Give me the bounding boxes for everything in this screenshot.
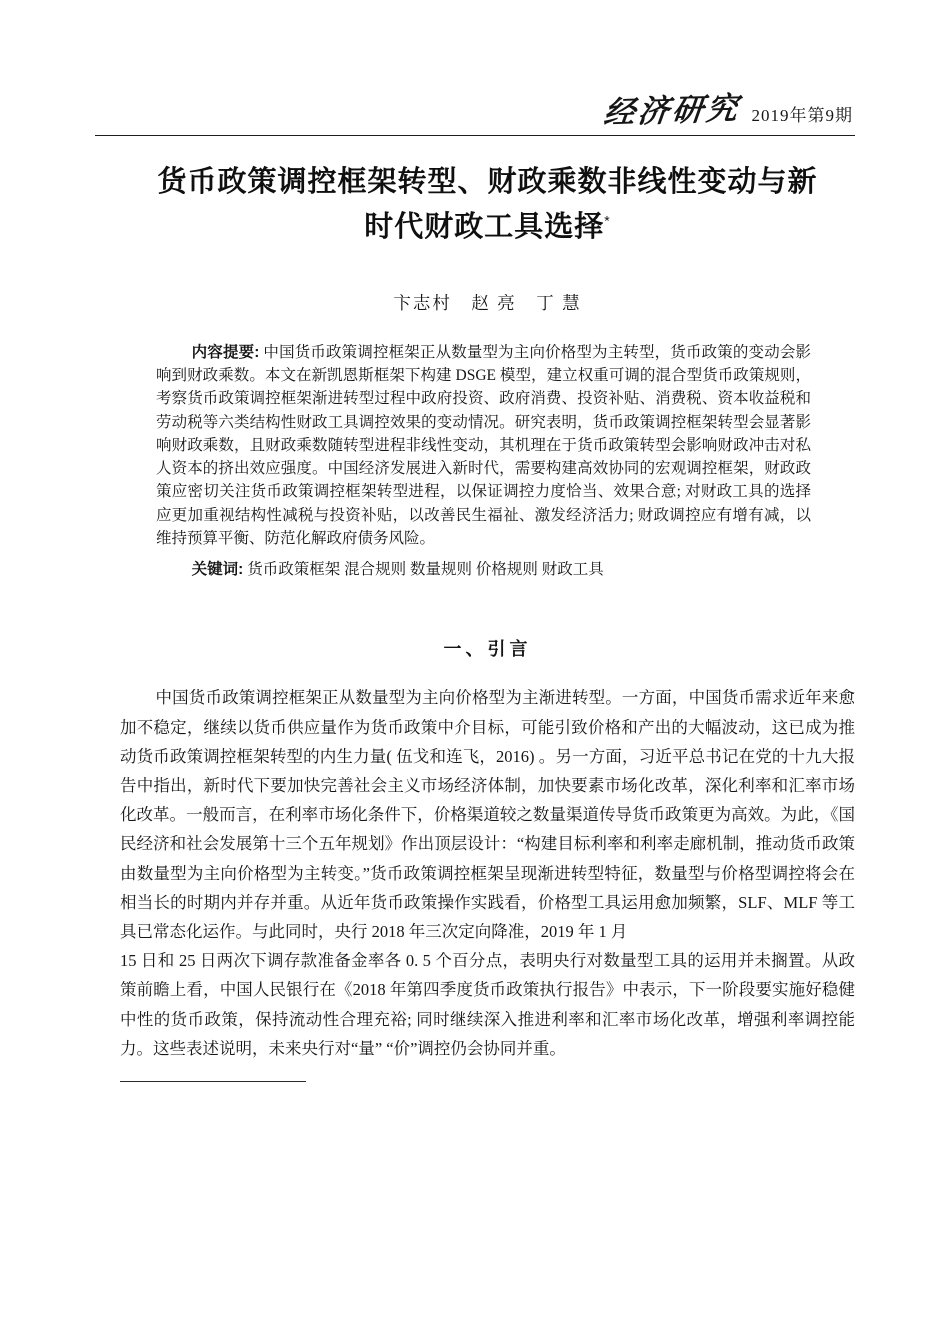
journal-header — [120, 90, 855, 132]
body-paragraph-2: 15 日和 25 日两次下调存款准备金率各 0. 5 个百分点，表明央行对数量型工具的运用并未搁置。从政策前瞻上看，中国人民银行在《2018 年第四季度货币政策执行报告》中表示，下一阶段要实施好稳健中性的货币政策，保持流动性合理充裕; 同时继续深入推进利率和汇率市场化改革，增强利率调控能力。这些表述说明，未来央行对“量” “价”调控仍会协同并重。 — [120, 951, 855, 1058]
body-paragraph-1: 中国货币政策调控框架正从数量型为主向价格型为主渐进转型。一方面，中国货币需求近年来愈加不稳定，继续以货币供应量作为货币政策中介目标，可能引致价格和产出的大幅波动，这已成为推动货币政策调控框架转型的内生力量( 伍戈和连飞，2016) 。另一方面，习近平总书记在党的十九大报告中指出，新时代下要加快完善社会主义市场经济体制，加快要素市场化改革，深化利率和汇率市场化改革。一般而言，在利率市场化条件下，价格渠道较之数量渠道传导货币政策更为高效。为此，《国民经济和社会发展第十三个五年规划》作出顶层设计：“构建目标利率和利率走廊机制，推动货币政策由数量型为主向价格型为主转变。”货币政策调控框架呈现渐进转型特征，数量型与价格型调控将会在相当长的时期内并存并重。从近年货币政策操作实践看，价格型工具运用愈加频繁，SLF、MLF 等工具已常态化运作。与此同时，央行 2018 年三次定向降准，2019 年 1 月 — [120, 688, 855, 941]
keywords-line — [156, 558, 811, 581]
header-divider — [95, 135, 855, 136]
abstract-label: 内容提要: — [191, 343, 260, 361]
authors-line: 卞志村 赵 亮 丁 慧 — [393, 292, 582, 313]
abstract-paragraph — [156, 341, 811, 550]
keywords-label: 关键词: — [191, 561, 244, 579]
section-heading-introduction: 一、引言 — [443, 639, 532, 660]
paper-title-line2: 时代财政工具选择 — [364, 210, 605, 243]
footnote-divider — [120, 1081, 306, 1082]
abstract-text: 中国货币政策调控框架正从数量型为主向价格型为主转型，货币政策的变动会影响到财政乘数。本文在新凯恩斯框架下构建 DSGE 模型，建立权重可调的混合型货币政策规则，考察货币政策调控框架渐进转型过程中政府投资、政府消费、投资补贴、消费税、资本收益税和劳动税等六类结构性财政工具调控效果的变动情况。研究表明，货币政策调控框架转型会显著影响财政乘数，且财政乘数随转型进程非线性变动，其机理在于货币政策转型会影响财政冲击对私人资本的挤出效应强度。中国经济发展进入新时代，需要构建高效协同的宏观调控框架，财政政策应密切关注货币政策调控框架转型进程，以保证调控力度恰当、效果合意; 对财政工具的选择应更加重视结构性减税与投资补贴，以改善民生福祉、激发经济活力; 财政调控应有增有减，以维持预算平衡、防范化解政府债务风险。 — [156, 343, 811, 547]
abstract-block — [156, 341, 811, 550]
journal-issue-label: 2019年第9期 — [751, 106, 853, 125]
keywords-text: 货币政策框架 混合规则 数量规则 价格规则 财政工具 — [243, 561, 604, 579]
journal-logo: 经济研究 — [601, 90, 742, 132]
body-text — [120, 683, 855, 1063]
paper-title-line1: 货币政策调控框架转型、财政乘数非线性变动与新 — [157, 166, 818, 198]
paper-title — [120, 160, 855, 250]
title-footnote-marker: * — [604, 212, 611, 229]
